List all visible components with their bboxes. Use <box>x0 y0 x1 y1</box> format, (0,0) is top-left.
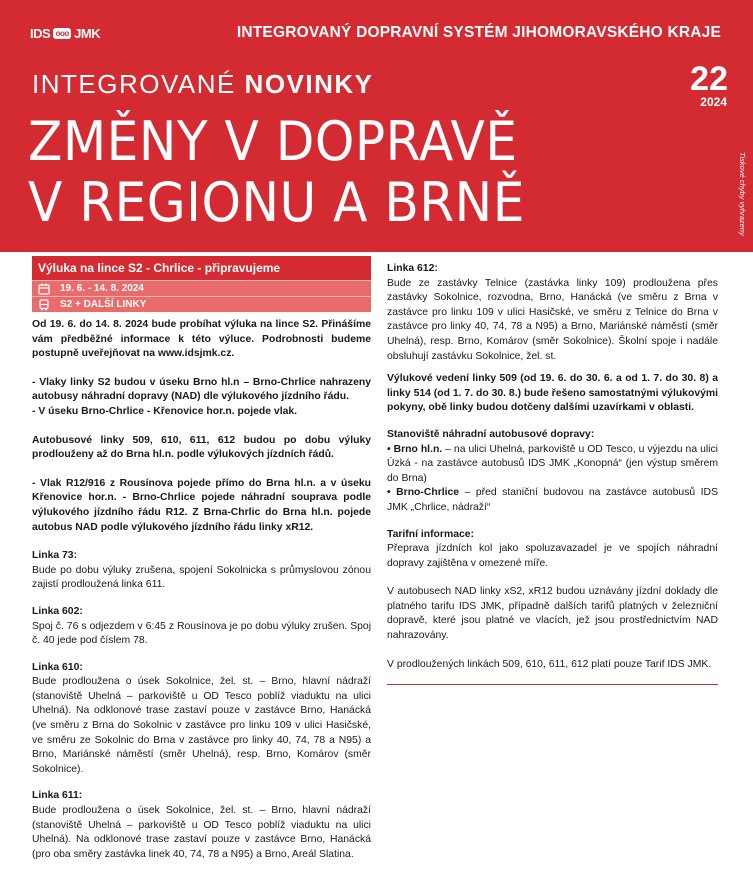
series-title <box>32 69 374 100</box>
stop-brno-chrlice-name: • Brno-Chrlice <box>387 487 460 499</box>
bus-icon <box>38 299 60 311</box>
line-611-text: Bude prodloužena o úsek Sokolnice, žel. st. – Brno, hlavní nádraží (stanoviště Uhelná – parkoviště u OD Tesco poblíž viaduktu na ulici Uhelná). Na odklonové trase zastaví pouze v zastávce Brno, Hanácká (pro oba směry zastávka linek 40, 74, 78 a N95) a Brno, Areál Slatina. <box>32 805 371 860</box>
tariff-title: Tarifní informace: <box>387 528 474 540</box>
train-r12-paragraph: - Vlak R12/916 z Rousínova pojede přímo do Brna hl.n. a v úseku Křenovice hor.n. - Brno-Chrlice pojede náhradní souprava podle výlukového jízdního řádu R12. Z Brna-Chrlic do Brna hl.n. pojede autobus NAD podle výlukového jízdního řádu linky xR12. <box>32 477 371 533</box>
right-column <box>387 262 718 685</box>
line-602-text: Spoj č. 76 s odjezdem v 6:45 z Rousínova je po dobu výluky zrušen. Spoj č. 40 jede pod číslem 78. <box>32 620 371 647</box>
series-bold: NOVINKY <box>244 69 374 99</box>
line-610-text: Bude prodloužena o úsek Sokolnice, žel. st. – Brno, hlavní nádraží (stanoviště Uhelná – parkoviště u OD Tesco poblíž viaduktu na ulici Uhelná). Na odklonové trase zastaví pouze v zastávce Brno, Hanácká (ve směru z Brna do Sokolnic v zastávce pro linku 109 v ulici Hasičské, ve směru ze Sokolnic do Brna v zastávce pro linky 40, 74, 78 a N95) a Brno, Mariánské náměstí (směr Uhelná), resp. Brno, Komárov (směr Sokolnice). <box>32 676 371 775</box>
bullet-replacement: - Vlaky linky S2 budou v úseku Brno hl.n – Brno-Chrlice nahrazeny autobusy náhradní dopravy (NAD) dle výlukového jízdního řádu. <box>32 376 371 403</box>
notice-lines: S2 + DALŠÍ LINKY <box>60 299 147 310</box>
stop-brno-chrlice <box>387 486 718 515</box>
routing-paragraph: Výlukové vedení linky 509 (od 19. 6. do 30. 6. a od 1. 7. do 30. 8) a linky 514 (od 1. 7. do 30. 8.) bude řešeno samostatnými výlukovými pokyny, obě linky budou dotčeny dalšími uzavírkami v oblasti. <box>387 373 718 414</box>
system-title: INTEGROVANÝ DOPRAVNÍ SYSTÉM JIHOMORAVSKÉHO KRAJE <box>236 24 721 41</box>
line-610-title: Linka 610: <box>32 661 83 673</box>
stop-brno-hln-text: – na ulici Uhelná, parkoviště u OD Tesco, u výjezdu na ulici Úzká - na zastávce autobusů IDS JMK „Konopná“ (jen výstup směrem do Brna) <box>387 443 718 484</box>
notice-title: Výluka na lince S2 - Chrlice - připravujeme <box>32 256 371 280</box>
series-light: INTEGROVANÉ <box>32 69 245 99</box>
stop-brno-hln <box>387 443 718 487</box>
logo-mark-icon: ooo <box>53 28 71 39</box>
tariff-extended: V prodloužených linkách 509, 610, 611, 612 platí pouze Tarif IDS JMK. <box>387 658 712 670</box>
line-602-title: Linka 602: <box>32 605 83 617</box>
calendar-icon <box>38 283 60 295</box>
page-headline <box>28 111 525 233</box>
notice-dates: 19. 6. - 14. 8. 2024 <box>60 283 144 294</box>
notice-lines-row <box>32 296 371 312</box>
disclaimer-note: Tiskové chyby vyhrazeny <box>738 152 747 236</box>
intro-paragraph: Od 19. 6. do 14. 8. 2024 bude probíhat výluka na lince S2. Přinášíme vám předběžné informace k této výluce. Podrobnosti budeme postupně uveřejňovat na www.idsjmk.cz. <box>32 319 371 360</box>
logo-text-jmk: JMK <box>74 26 101 41</box>
line-612-text: Bude ze zastávky Telnice (zastávka linky 109) prodloužena přes zastávky Sokolnice, rozvodna, Brno, Hanácká (ve směru z Brna v zastávce pro linku 109 v ulici Hasičské, ve směru z Telnice do Brna v zastávce pro linky 40, 74, 78 a N95) a Brno, Mariánské náměstí (směr Uhelná), resp. Brno, Komárov (směr Sokolnice). Školní spoje i nadále obsluhují zastávku Sokolnice, žel. st. <box>387 277 718 362</box>
line-611-title: Linka 611: <box>32 790 83 802</box>
line-612-title: Linka 612: <box>387 263 438 274</box>
headline-line-1: ZMĚNY V DOPRAVĚ <box>28 110 518 173</box>
issue-number: 22 <box>690 60 728 98</box>
line-73-title: Linka 73: <box>32 550 78 562</box>
logo-text-ids: IDS <box>30 26 51 41</box>
left-column <box>32 256 371 862</box>
stops-title: Stanoviště náhradní autobusové dopravy: <box>387 428 595 440</box>
header-banner <box>0 0 753 252</box>
tariff-bikes: Přeprava jízdních kol jako spoluzavazadel je ve spojích náhradní dopravy zajištěna v omezené míře. <box>387 543 718 569</box>
bus-extension-paragraph: Autobusové linky 509, 610, 611, 612 budou po dobu výluky prodlouženy až do Brna hl.n. podle výlukových jízdních řádů. <box>32 434 371 461</box>
tariff-nad: V autobusech NAD linky xS2, xR12 budou uznávány jízdní doklady dle platného tarifu IDS JMK, případně dalších tarifů platných v železniční dopravě, které jsou platné ve vlacích, jež jsou prostřednictvím NAD nahrazovány. <box>387 586 718 642</box>
stop-brno-chrlice-text: – před staniční budovou na zastávce autobusů IDS JMK „Chrlice, nádraží“ <box>387 487 718 513</box>
issue-year: 2024 <box>700 95 727 109</box>
stop-brno-hln-name: • Brno hl.n. <box>387 443 443 455</box>
headline-line-2: V REGIONU A BRNĚ <box>28 171 525 234</box>
bullet-train: - V úseku Brno-Chrlice - Křenovice hor.n. pojede vlak. <box>32 405 298 417</box>
notice-dates-row <box>32 280 371 296</box>
line-73-text: Bude po dobu výluky zrušena, spojení Sokolnicka s průmyslovou zónou zajistí prodloužená linka 611. <box>32 564 371 591</box>
ids-jmk-logo <box>30 26 100 41</box>
